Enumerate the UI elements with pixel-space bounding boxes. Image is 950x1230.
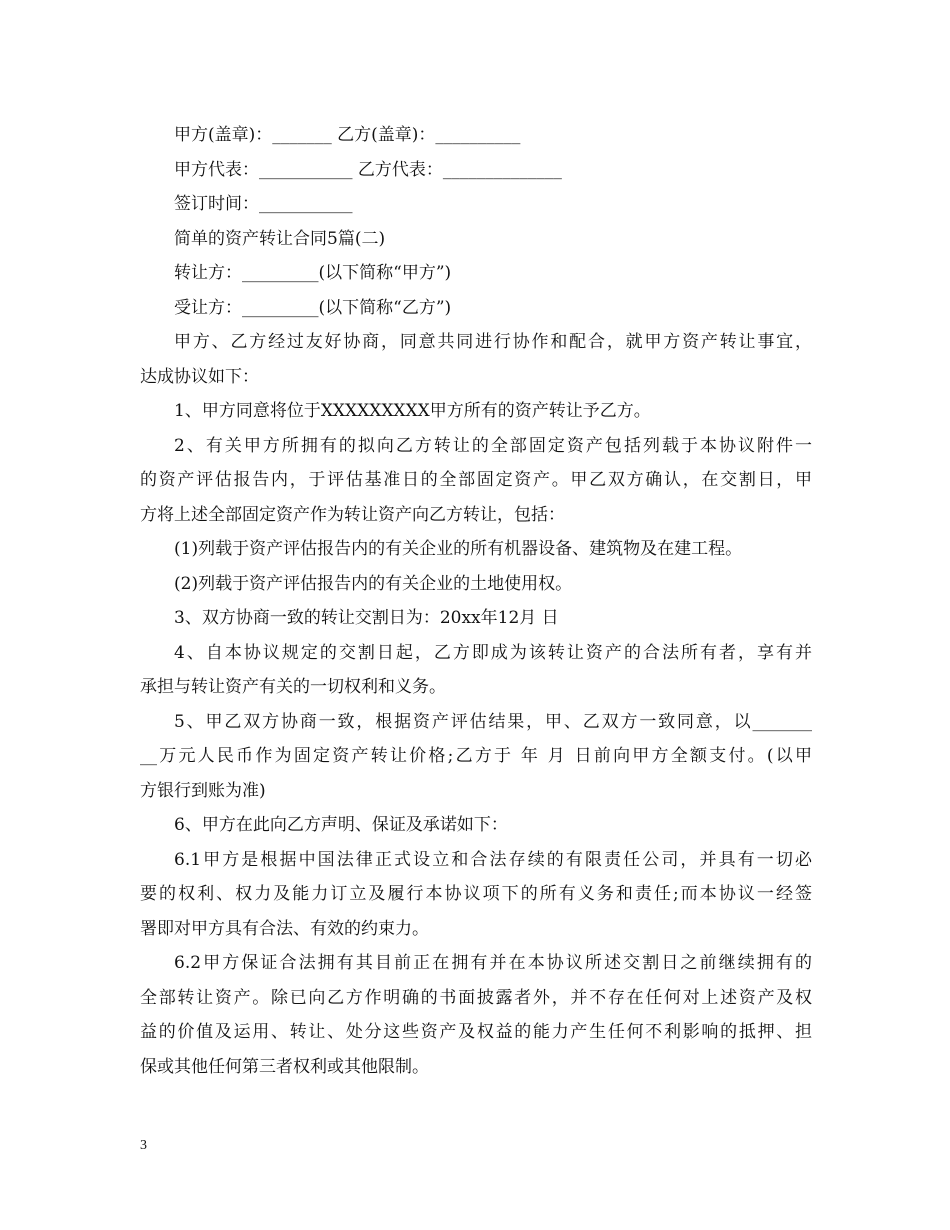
text-line: __万元人民币作为固定资产转让价格;乙方于 年 月 日前向甲方全额支付。(以甲 bbox=[140, 746, 812, 766]
text-line: 1、甲方同意将位于XXXXXXXXX甲方所有的资产转让予乙方。 bbox=[174, 401, 651, 421]
text-line: 全部转让资产。除已向乙方作明确的书面披露者外，并不存在任何对上述资产及权 bbox=[140, 987, 812, 1008]
text-line: (2)列载于资产评估报告内的有关企业的土地使用权。 bbox=[174, 573, 573, 594]
page-number: 3 bbox=[140, 1138, 147, 1153]
text-line: 甲方(盖章)：_______ 乙方(盖章)：__________ bbox=[174, 125, 521, 145]
text-line: 要的权利、权力及能力订立及履行本协议项下的所有义务和责任;而本协议一经签 bbox=[140, 884, 812, 904]
text-line: 6.1甲方是根据中国法律正式设立和合法存续的有限责任公司，并具有一切必 bbox=[174, 849, 812, 870]
text-line: 保或其他任何第三者权利或其他限制。 bbox=[140, 1056, 429, 1077]
text-line: 5、甲乙双方协商一致，根据资产评估结果，甲、乙双方一致同意，以_______ bbox=[174, 711, 812, 732]
text-line: 达成协议如下： bbox=[140, 366, 259, 387]
text-line: 6.2甲方保证合法拥有其目前正在拥有并在本协议所述交割日之前继续拥有的 bbox=[174, 953, 812, 973]
text-line: 署即对甲方具有合法、有效的约束力。 bbox=[140, 918, 429, 939]
text-line: 的资产评估报告内，于评估基准日的全部固定资产。甲乙双方确认，在交割日，甲 bbox=[140, 470, 812, 490]
text-line: 简单的资产转让合同5篇(二) bbox=[174, 228, 386, 249]
text-line: 承担与转让资产有关的一切权利和义务。 bbox=[140, 677, 446, 697]
text-line: 3、双方协商一致的转让交割日为：20xx年12月 日 bbox=[174, 608, 559, 628]
text-line: 益的价值及运用、转让、处分这些资产及权益的能力产生任何不利影响的抵押、担 bbox=[140, 1022, 812, 1042]
text-line: 6、甲方在此向乙方声明、保证及承诺如下： bbox=[174, 815, 508, 835]
text-line: 方银行到账为准) bbox=[140, 780, 266, 801]
text-line: 4、自本协议规定的交割日起，乙方即成为该转让资产的合法所有者，享有并 bbox=[174, 642, 812, 663]
text-line: 受让方：_________(以下简称“乙方”) bbox=[174, 297, 452, 318]
text-line: 甲方代表：___________ 乙方代表：______________ bbox=[174, 159, 562, 180]
document-body bbox=[140, 118, 812, 1084]
text-line: 2、有关甲方所拥有的拟向乙方转让的全部固定资产包括列载于本协议附件一 bbox=[174, 435, 812, 456]
text-line: 方将上述全部固定资产作为转让资产向乙方转让，包括： bbox=[140, 504, 565, 525]
text-line: (1)列载于资产评估报告内的有关企业的所有机器设备、建筑物及在建工程。 bbox=[174, 539, 743, 559]
text-line: 转让方：_________(以下简称“甲方”) bbox=[174, 263, 452, 283]
text-line: 甲方、乙方经过友好协商，同意共同进行协作和配合，就甲方资产转让事宜， bbox=[174, 332, 812, 352]
text-line: 签订时间：___________ bbox=[174, 194, 353, 214]
